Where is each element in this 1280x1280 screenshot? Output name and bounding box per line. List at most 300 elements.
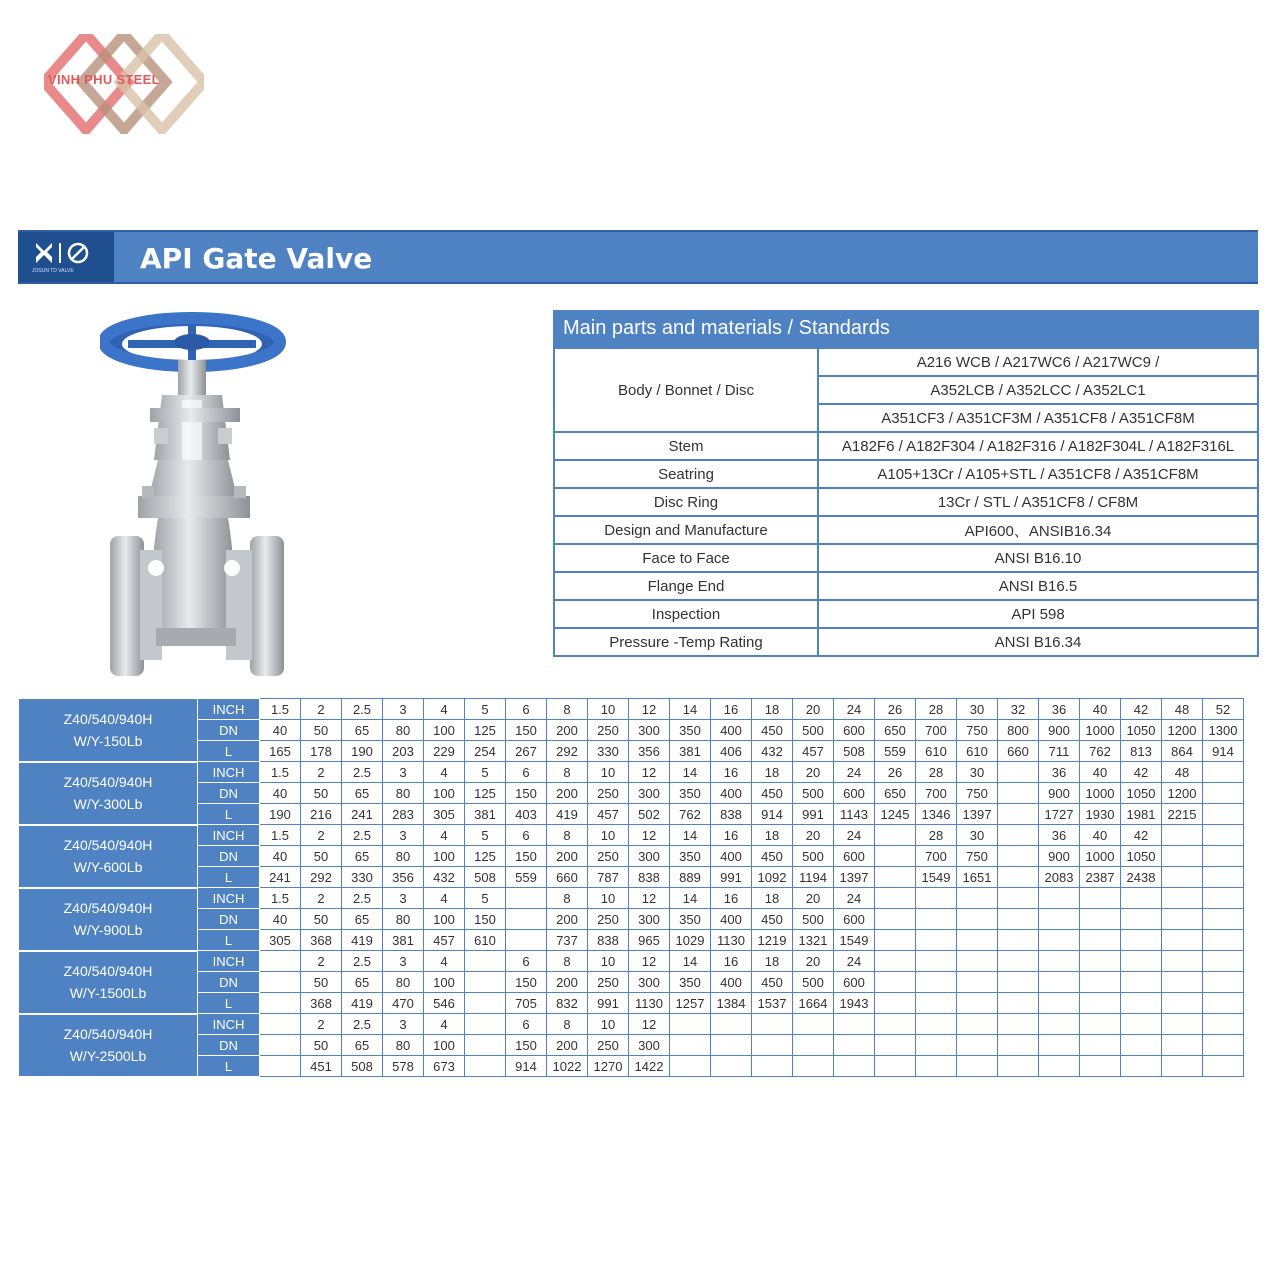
dimension-cell: 500 <box>793 846 834 867</box>
dimension-cell <box>1203 972 1244 993</box>
dimension-cell: 65 <box>342 909 383 930</box>
dimension-cell: 250 <box>588 846 629 867</box>
dimension-cell <box>957 909 998 930</box>
body-bonnet-disc-label: Body / Bonnet / Disc <box>554 348 818 432</box>
dimension-cell: 2215 <box>1162 804 1203 825</box>
dimension-cell: 1219 <box>752 930 793 951</box>
dimension-cell <box>998 846 1039 867</box>
dimension-cell <box>1039 993 1080 1014</box>
dimension-cell: 16 <box>711 888 752 909</box>
material-label: Face to Face <box>554 544 818 572</box>
dimension-cell <box>1039 951 1080 972</box>
dimension-cell: 450 <box>752 909 793 930</box>
dimension-cell: 356 <box>383 867 424 888</box>
dimension-cell <box>1080 888 1121 909</box>
dimension-cell: 1346 <box>916 804 957 825</box>
dimension-cell: 2438 <box>1121 867 1162 888</box>
dimension-cell: 2 <box>301 762 342 783</box>
dimension-cell <box>1039 909 1080 930</box>
dimension-cell <box>1162 972 1203 993</box>
dimension-cell: 16 <box>711 951 752 972</box>
row-type-label: DN <box>198 909 260 930</box>
dimension-cell: 1537 <box>752 993 793 1014</box>
dimension-cell: 900 <box>1039 720 1080 741</box>
dimension-cell: 450 <box>752 972 793 993</box>
gate-valve-image <box>100 300 300 685</box>
dimension-row <box>19 909 1244 930</box>
dimension-cell: 80 <box>383 783 424 804</box>
row-type-label: INCH <box>198 888 260 909</box>
dimension-cell: 14 <box>670 888 711 909</box>
dimension-cell: 300 <box>629 1035 670 1056</box>
dimension-cell <box>465 993 506 1014</box>
model-cell <box>19 951 198 1014</box>
dimension-cell: 18 <box>752 825 793 846</box>
dimension-cell: 737 <box>547 930 588 951</box>
dimension-cell: 406 <box>711 741 752 762</box>
dimension-cell: 2 <box>301 888 342 909</box>
dimension-cell: 600 <box>834 720 875 741</box>
dimension-cell: 8 <box>547 1014 588 1035</box>
dimension-cell: 650 <box>875 720 916 741</box>
dimension-cell <box>1080 930 1121 951</box>
dimension-cell: 2 <box>301 699 342 720</box>
dimension-cell: 750 <box>957 783 998 804</box>
dimension-cell <box>998 930 1039 951</box>
row-type-label: INCH <box>198 699 260 720</box>
dimension-cell: 80 <box>383 846 424 867</box>
dimension-cell <box>711 1014 752 1035</box>
dimension-cell: 838 <box>629 867 670 888</box>
dimension-cell: 8 <box>547 951 588 972</box>
material-label: Disc Ring <box>554 488 818 516</box>
dimension-cell: 4 <box>424 1014 465 1035</box>
dimension-cell: 350 <box>670 972 711 993</box>
dimension-row <box>19 762 1244 783</box>
dimension-cell: 2 <box>301 951 342 972</box>
dimension-cell: 700 <box>916 846 957 867</box>
dimension-cell: 578 <box>383 1056 424 1077</box>
dimension-cell <box>1162 888 1203 909</box>
dimension-cell: 36 <box>1039 699 1080 720</box>
dimension-cell <box>1203 804 1244 825</box>
dimension-cell: 4 <box>424 951 465 972</box>
dimension-cell: 965 <box>629 930 670 951</box>
dimension-cell <box>916 951 957 972</box>
dimension-cell <box>875 930 916 951</box>
dimension-cell: 368 <box>301 930 342 951</box>
brand-subtext: JOSUN TD VALVE <box>32 268 74 274</box>
dimension-cell: 50 <box>301 972 342 993</box>
dimension-cell: 10 <box>588 1014 629 1035</box>
dimension-cell: 150 <box>506 783 547 804</box>
dimension-cell: 150 <box>506 1035 547 1056</box>
dimension-cell: 356 <box>629 741 670 762</box>
header-banner <box>18 230 1258 284</box>
dimension-cell: 100 <box>424 1035 465 1056</box>
dimension-cell <box>1039 1014 1080 1035</box>
dimension-cell: 8 <box>547 699 588 720</box>
dimension-cell: 600 <box>834 972 875 993</box>
dimension-cell <box>506 930 547 951</box>
dimension-cell <box>957 1035 998 1056</box>
dimension-cell: 1300 <box>1203 720 1244 741</box>
dimension-cell <box>875 1014 916 1035</box>
dimension-cell: 125 <box>465 846 506 867</box>
dimension-cell: 12 <box>629 888 670 909</box>
dimension-cell <box>998 888 1039 909</box>
dimension-cell: 8 <box>547 888 588 909</box>
material-value: ANSI B16.5 <box>818 572 1258 600</box>
dimension-cell: 400 <box>711 846 752 867</box>
dimension-cell: 36 <box>1039 762 1080 783</box>
dimension-cell: 1022 <box>547 1056 588 1077</box>
dimension-cell: 65 <box>342 972 383 993</box>
model-class: W/Y-2500Lb <box>69 1048 147 1064</box>
dimension-cell: 190 <box>342 741 383 762</box>
dimension-cell: 254 <box>465 741 506 762</box>
page-title: API Gate Valve <box>140 242 373 275</box>
dimension-cell: 762 <box>1080 741 1121 762</box>
dimension-cell: 673 <box>424 1056 465 1077</box>
model-class: W/Y-900Lb <box>73 922 143 938</box>
dimension-cell: 457 <box>588 804 629 825</box>
dimension-cell <box>916 1056 957 1077</box>
dimension-cell: 36 <box>1039 825 1080 846</box>
dimension-cell <box>875 1035 916 1056</box>
dimension-cell: 419 <box>342 993 383 1014</box>
dimension-cell: 1000 <box>1080 846 1121 867</box>
dimension-cell: 559 <box>506 867 547 888</box>
dimension-cell <box>1121 1056 1162 1077</box>
dimension-cell: 16 <box>711 699 752 720</box>
dimension-cell <box>875 825 916 846</box>
dimension-row <box>19 825 1244 846</box>
material-label: Stem <box>554 432 818 460</box>
dimension-cell: 330 <box>588 741 629 762</box>
dimension-cell <box>1121 993 1162 1014</box>
dimension-cell: 432 <box>424 867 465 888</box>
dimension-cell <box>998 993 1039 1014</box>
material-value: ANSI B16.10 <box>818 544 1258 572</box>
model-series: Z40/540/940H <box>63 837 153 853</box>
row-type-label: L <box>198 741 260 762</box>
dimension-cell: 40 <box>1080 762 1121 783</box>
dimension-cell: 14 <box>670 762 711 783</box>
model-class: W/Y-300Lb <box>73 796 143 812</box>
dimension-cell: 502 <box>629 804 670 825</box>
dimension-cell <box>998 1056 1039 1077</box>
dimension-cell: 241 <box>260 867 301 888</box>
dimension-cell: 100 <box>424 783 465 804</box>
dimension-cell: 165 <box>260 741 301 762</box>
dimension-cell: 800 <box>998 720 1039 741</box>
dimension-cell: 150 <box>465 909 506 930</box>
dimension-row <box>19 699 1244 720</box>
dimension-cell: 30 <box>957 825 998 846</box>
dimension-cell: 838 <box>588 930 629 951</box>
model-cell <box>19 825 198 888</box>
dimension-cell <box>998 909 1039 930</box>
dimension-cell <box>260 1056 301 1077</box>
dimension-cell: 300 <box>629 720 670 741</box>
dimension-cell <box>875 951 916 972</box>
dimension-cell <box>916 909 957 930</box>
logo-text: VINH PHU STEEL <box>48 72 160 87</box>
dimension-cell: 14 <box>670 825 711 846</box>
dimension-cell: 1257 <box>670 993 711 1014</box>
dimension-cell <box>998 951 1039 972</box>
dimension-cell <box>957 1014 998 1035</box>
dimension-cell <box>1203 930 1244 951</box>
material-value: A351CF3 / A351CF3M / A351CF8 / A351CF8M <box>818 404 1258 432</box>
dimension-cell: 762 <box>670 804 711 825</box>
dimension-cell <box>752 1014 793 1035</box>
model-class: W/Y-1500Lb <box>69 985 147 1001</box>
dimension-cell: 150 <box>506 720 547 741</box>
dimension-cell: 3 <box>383 951 424 972</box>
dimension-cell: 40 <box>260 846 301 867</box>
dimension-cell: 500 <box>793 720 834 741</box>
dimension-cell <box>1080 1056 1121 1077</box>
dimension-cell: 12 <box>629 825 670 846</box>
dimension-cell: 470 <box>383 993 424 1014</box>
dimension-row <box>19 930 1244 951</box>
dimension-cell: 991 <box>588 993 629 1014</box>
dimension-cell: 28 <box>916 825 957 846</box>
dimension-cell: 368 <box>301 993 342 1014</box>
dimension-cell: 400 <box>711 972 752 993</box>
dimension-cell: 100 <box>424 720 465 741</box>
dimension-cell: 300 <box>629 909 670 930</box>
dimension-table-grid <box>18 698 1244 1078</box>
dimension-cell: 20 <box>793 825 834 846</box>
dimension-cell <box>916 888 957 909</box>
dimension-cell: 42 <box>1121 825 1162 846</box>
dimension-cell: 2.5 <box>342 1014 383 1035</box>
dimension-cell: 610 <box>957 741 998 762</box>
dimension-row <box>19 993 1244 1014</box>
dimension-row <box>19 1035 1244 1056</box>
dimension-cell: 28 <box>916 762 957 783</box>
dimension-cell: 1.5 <box>260 699 301 720</box>
row-type-label: INCH <box>198 951 260 972</box>
dimension-cell <box>916 930 957 951</box>
dimension-cell <box>465 1014 506 1035</box>
dimension-cell: 24 <box>834 888 875 909</box>
dimension-cell: 125 <box>465 783 506 804</box>
row-type-label: DN <box>198 1035 260 1056</box>
dimension-cell: 5 <box>465 888 506 909</box>
dimension-cell <box>1203 993 1244 1014</box>
dimension-cell: 20 <box>793 699 834 720</box>
dimension-cell <box>260 951 301 972</box>
dimension-cell <box>1203 867 1244 888</box>
dimension-cell: 6 <box>506 1014 547 1035</box>
material-label: Seatring <box>554 460 818 488</box>
dimension-cell: 305 <box>260 930 301 951</box>
dimension-cell: 711 <box>1039 741 1080 762</box>
dimension-cell: 10 <box>588 762 629 783</box>
dimension-cell <box>1121 1035 1162 1056</box>
dimension-cell: 546 <box>424 993 465 1014</box>
dimension-cell: 5 <box>465 825 506 846</box>
row-type-label: L <box>198 993 260 1014</box>
dimension-cell <box>1080 1035 1121 1056</box>
dimension-cell: 229 <box>424 741 465 762</box>
dimension-cell: 1664 <box>793 993 834 1014</box>
dimension-cell <box>260 993 301 1014</box>
dimension-cell: 3 <box>383 762 424 783</box>
dimension-cell <box>1039 930 1080 951</box>
dimension-cell: 3 <box>383 888 424 909</box>
dimension-cell: 65 <box>342 846 383 867</box>
dimension-cell: 250 <box>588 783 629 804</box>
row-type-label: L <box>198 1056 260 1077</box>
dimension-cell: 1130 <box>711 930 752 951</box>
dimension-cell: 50 <box>301 720 342 741</box>
dimension-cell: 2.5 <box>342 699 383 720</box>
dimension-cell <box>260 972 301 993</box>
dimension-cell <box>1080 909 1121 930</box>
dimension-row <box>19 783 1244 804</box>
dimension-cell: 2387 <box>1080 867 1121 888</box>
dimension-cell: 403 <box>506 804 547 825</box>
dimension-cell: 1000 <box>1080 783 1121 804</box>
dimension-cell: 8 <box>547 762 588 783</box>
dimension-cell: 889 <box>670 867 711 888</box>
model-series: Z40/540/940H <box>63 900 153 916</box>
dimension-cell <box>1080 972 1121 993</box>
dimension-cell: 350 <box>670 909 711 930</box>
dimension-cell: 18 <box>752 699 793 720</box>
dimension-cell: 14 <box>670 951 711 972</box>
dimension-row <box>19 741 1244 762</box>
dimension-cell <box>916 993 957 1014</box>
dimension-cell: 10 <box>588 825 629 846</box>
dimension-cell: 787 <box>588 867 629 888</box>
dimension-cell: 8 <box>547 825 588 846</box>
dimension-cell <box>1203 783 1244 804</box>
dimension-cell: 100 <box>424 846 465 867</box>
dimension-cell: 457 <box>424 930 465 951</box>
dimension-cell: 100 <box>424 972 465 993</box>
dimension-cell: 350 <box>670 720 711 741</box>
dimension-cell <box>1080 993 1121 1014</box>
dimension-cell: 40 <box>260 720 301 741</box>
dimension-cell <box>998 783 1039 804</box>
model-cell <box>19 888 198 951</box>
dimension-cell <box>1203 951 1244 972</box>
dimension-cell <box>670 1056 711 1077</box>
dimension-cell: 864 <box>1162 741 1203 762</box>
dimension-cell: 216 <box>301 804 342 825</box>
dimension-cell: 190 <box>260 804 301 825</box>
material-value: A105+13Cr / A105+STL / A351CF8 / A351CF8M <box>818 460 1258 488</box>
dimension-cell: 700 <box>916 720 957 741</box>
dimension-cell: 1050 <box>1121 783 1162 804</box>
dimension-row <box>19 867 1244 888</box>
dimension-cell: 28 <box>916 699 957 720</box>
dimension-cell: 660 <box>998 741 1039 762</box>
dimension-cell: 200 <box>547 720 588 741</box>
dimension-cell: 1981 <box>1121 804 1162 825</box>
dimension-cell: 2083 <box>1039 867 1080 888</box>
row-type-label: INCH <box>198 825 260 846</box>
dimension-cell <box>1121 888 1162 909</box>
dimension-cell: 16 <box>711 825 752 846</box>
dimension-cell <box>1162 909 1203 930</box>
dimension-cell: 50 <box>301 783 342 804</box>
dimension-cell: 832 <box>547 993 588 1014</box>
dimension-cell: 42 <box>1121 699 1162 720</box>
dimension-cell: 150 <box>506 972 547 993</box>
dimension-cell: 650 <box>875 783 916 804</box>
dimension-cell: 241 <box>342 804 383 825</box>
dimension-cell: 2 <box>301 825 342 846</box>
dimension-cell: 250 <box>588 909 629 930</box>
dimension-cell: 3 <box>383 1014 424 1035</box>
dimension-cell: 2.5 <box>342 951 383 972</box>
dimension-cell: 1.5 <box>260 825 301 846</box>
dimension-cell <box>1162 993 1203 1014</box>
material-value: A182F6 / A182F304 / A182F316 / A182F304L / A182F316L <box>818 432 1258 460</box>
dimension-cell: 1321 <box>793 930 834 951</box>
dimension-cell: 660 <box>547 867 588 888</box>
dimension-cell <box>752 1035 793 1056</box>
dimension-cell: 30 <box>957 762 998 783</box>
dimension-cell <box>670 1035 711 1056</box>
dimension-cell: 1549 <box>834 930 875 951</box>
dimension-cell <box>998 867 1039 888</box>
dimension-cell: 300 <box>629 846 670 867</box>
dimension-cell <box>793 1014 834 1035</box>
dimension-row <box>19 972 1244 993</box>
dimension-cell <box>1203 1014 1244 1035</box>
dimension-cell: 508 <box>342 1056 383 1077</box>
dimension-cell <box>875 993 916 1014</box>
dimension-cell <box>1203 1035 1244 1056</box>
dimension-cell: 900 <box>1039 783 1080 804</box>
row-type-label: INCH <box>198 1014 260 1035</box>
dimension-cell: 350 <box>670 783 711 804</box>
dimension-cell <box>957 972 998 993</box>
model-cell <box>19 1014 198 1077</box>
dimension-cell <box>1121 930 1162 951</box>
dimension-cell: 10 <box>588 888 629 909</box>
dimension-cell <box>465 1056 506 1077</box>
dimension-cell: 18 <box>752 762 793 783</box>
dimension-cell: 65 <box>342 1035 383 1056</box>
dimension-cell: 450 <box>752 720 793 741</box>
dimension-cell: 3 <box>383 825 424 846</box>
model-series: Z40/540/940H <box>63 710 153 727</box>
dimension-cell: 350 <box>670 846 711 867</box>
dimension-cell: 2.5 <box>342 888 383 909</box>
dimension-cell: 10 <box>588 951 629 972</box>
dimension-cell: 42 <box>1121 762 1162 783</box>
dimension-cell <box>998 1035 1039 1056</box>
dimension-cell: 200 <box>547 846 588 867</box>
row-type-label: INCH <box>198 762 260 783</box>
dimension-cell: 12 <box>629 1014 670 1035</box>
dimension-cell <box>1203 762 1244 783</box>
material-label: Design and Manufacture <box>554 516 818 544</box>
material-value: API 598 <box>818 600 1258 628</box>
dimension-cell: 4 <box>424 699 465 720</box>
dimension-cell: 838 <box>711 804 752 825</box>
dimension-cell <box>260 1035 301 1056</box>
